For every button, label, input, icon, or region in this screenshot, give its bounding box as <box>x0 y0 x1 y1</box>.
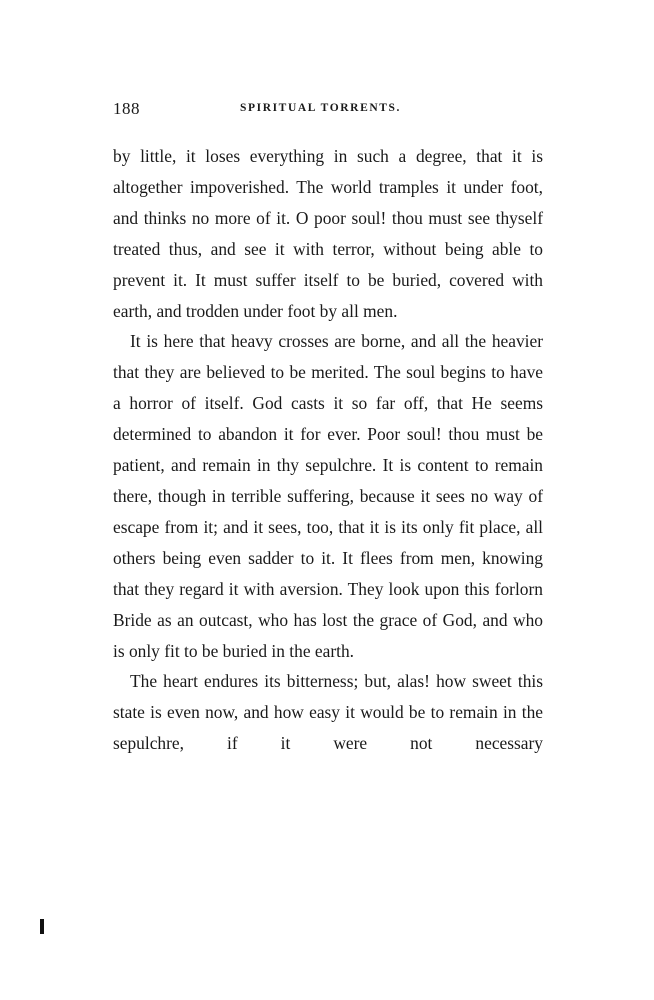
running-title: SPIRITUAL TORRENTS. <box>240 102 401 114</box>
body-text <box>113 141 543 759</box>
margin-mark <box>40 919 44 934</box>
page-number: 188 <box>113 99 140 118</box>
paragraph: It is here that heavy crosses are borne, and all the heavier that they are believed to be merited. The soul begins to have a horror of itself. God casts it so far off, that He seems determined to abandon it for ever. Poor soul! thou must be patient, and remain in thy sepulchre. It is content to remain there, though in terrible suffering, because it sees no way of escape from it; and it sees, too, that it is its only fit place, all others being even sadder to it. It flees from men, knowing that they regard it with aversion. They look upon this forlorn Bride as an outcast, who has lost the grace of God, and who is only fit to be buried in the earth. <box>113 331 543 661</box>
paragraph-continues: The heart endures its bitterness; but, alas! how sweet this state is even now, and how easy it would be to remain in the sepulchre, if it were not necessary <box>113 671 543 754</box>
running-head <box>113 99 543 121</box>
paragraph-continued: by little, it loses everything in such a degree, that it is altogether impoverished. The world tramples it under foot, and thinks no more of it. O poor soul! thou must see thyself treated thus, and see it with terror, without being able to prevent it. It must suffer itself to be buried, covered with earth, and trodden under foot by all men. <box>113 146 543 321</box>
